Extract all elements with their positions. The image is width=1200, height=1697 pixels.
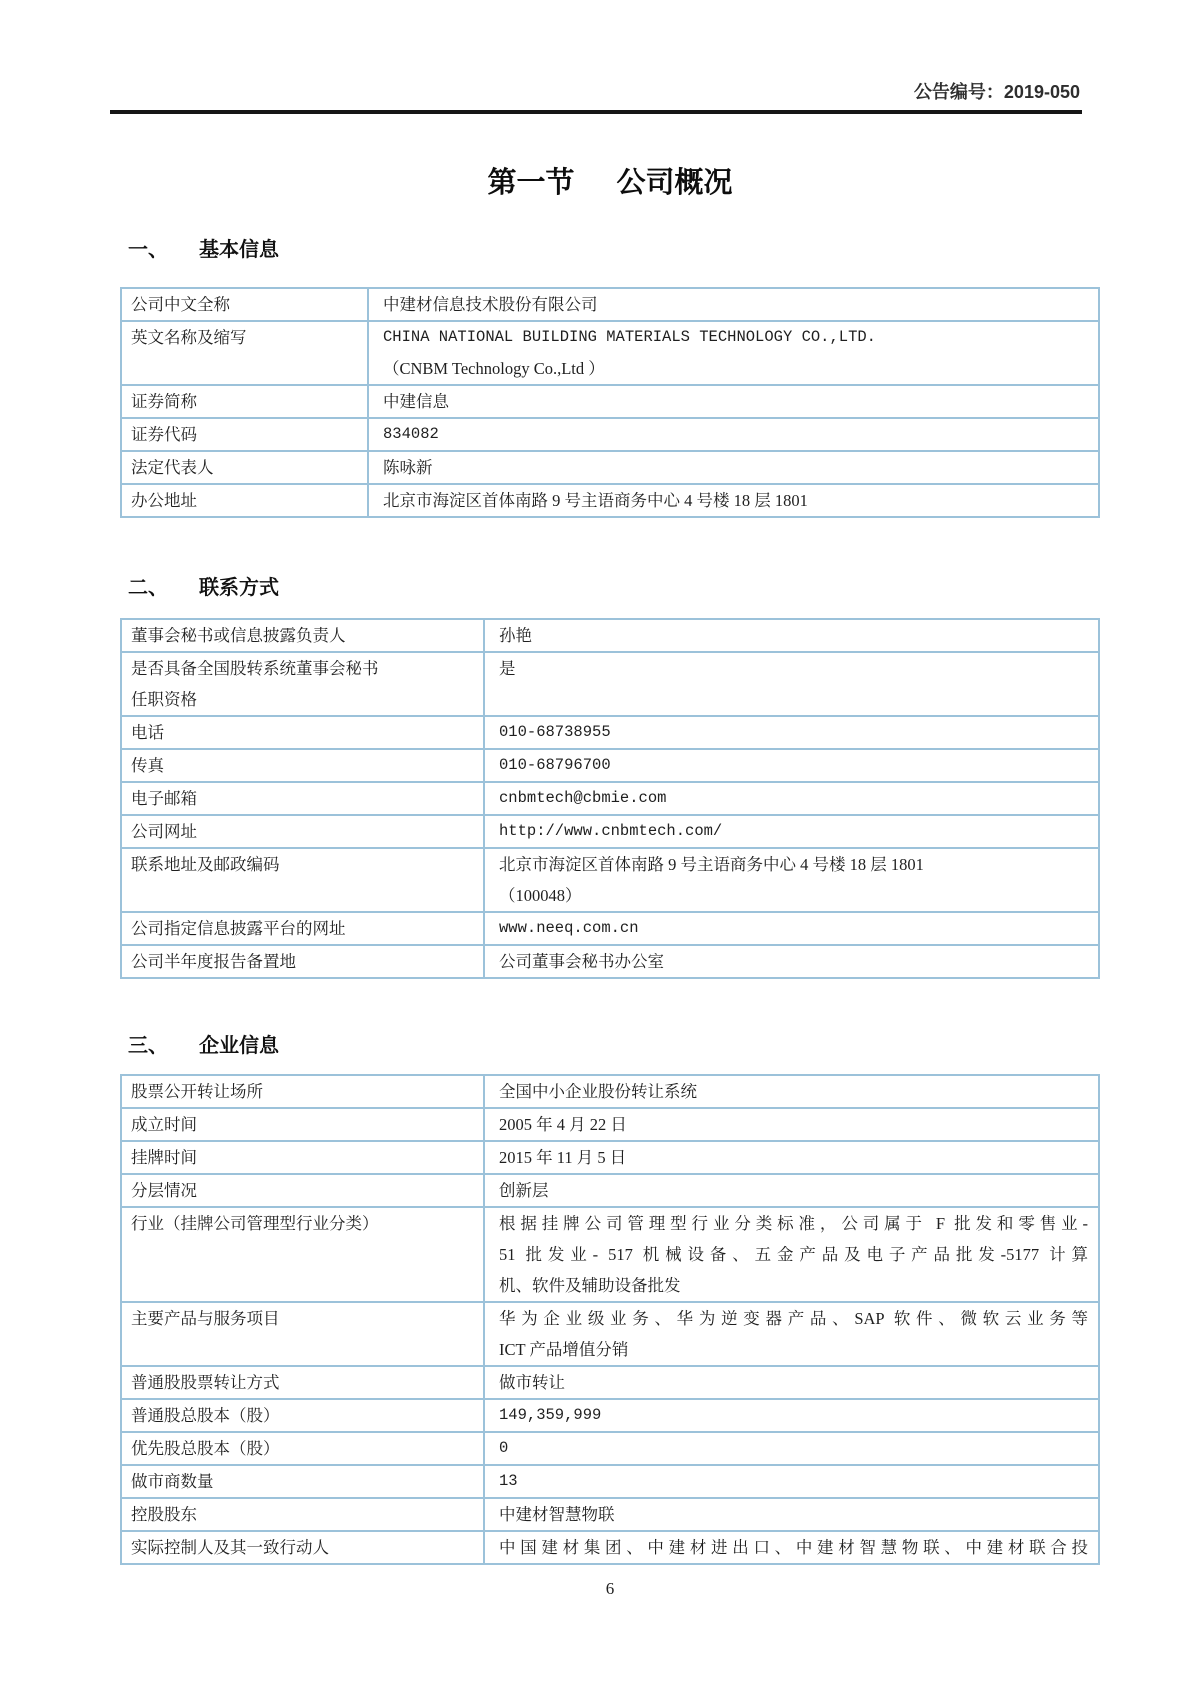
row-value	[484, 1302, 1099, 1366]
cell-line: 普通股总股本（股）	[131, 1406, 280, 1425]
cell-line: 149,359,999	[499, 1406, 602, 1424]
cell-line: 北京市海淀区首体南路 9 号主语商务中心 4 号楼 18 层 1801	[383, 491, 808, 510]
cell-line: 分层情况	[131, 1181, 197, 1200]
row-label	[121, 749, 484, 782]
table-row	[121, 321, 1099, 385]
row-label	[121, 1141, 484, 1174]
row-label	[121, 1432, 484, 1465]
cell-line: 办公地址	[131, 491, 197, 510]
row-value	[484, 1498, 1099, 1531]
table-row	[121, 782, 1099, 815]
cell-line: 普通股股票转让方式	[131, 1373, 280, 1392]
cell-line: 优先股总股本（股）	[131, 1439, 280, 1458]
cell-line: 电话	[131, 723, 164, 742]
cell-line: 公司董事会秘书办公室	[499, 952, 664, 971]
cell-line: 公司指定信息披露平台的网址	[131, 919, 346, 938]
cell-line: 2015 年 11 月 5 日	[499, 1148, 627, 1167]
row-value	[484, 652, 1099, 716]
section-heading	[128, 238, 1100, 262]
cell-line: 2005 年 4 月 22 日	[499, 1115, 627, 1134]
cell-line: 联系地址及邮政编码	[131, 855, 280, 874]
section-enterprise-info	[120, 1034, 1100, 1565]
row-label	[121, 912, 484, 945]
row-label	[121, 1174, 484, 1207]
row-value	[368, 321, 1099, 385]
cell-line: 北京市海淀区首体南路 9 号主语商务中心 4 号楼 18 层 1801	[499, 855, 924, 874]
cell-line: 010-68796700	[499, 756, 611, 774]
cell-line: www.neeq.com.cn	[499, 919, 639, 937]
row-value	[484, 1207, 1099, 1302]
cell-line: 证券简称	[131, 392, 197, 411]
cell-line: http://www.cnbmtech.com/	[499, 822, 723, 840]
title-part-number: 第一节	[487, 167, 575, 199]
cell-line: 控股股东	[131, 1505, 197, 1524]
cell-line: 是否具备全国股转系统董事会秘书	[131, 659, 379, 678]
table-row	[121, 288, 1099, 321]
cell-line: 挂牌时间	[131, 1148, 197, 1167]
cell-line: 834082	[383, 425, 439, 443]
row-value	[484, 1075, 1099, 1108]
row-label	[121, 945, 484, 978]
section-heading-label: 联系方式	[199, 577, 279, 599]
cell-line: 全国中小企业股份转让系统	[499, 1082, 697, 1101]
table-row	[121, 848, 1099, 912]
row-label	[121, 1366, 484, 1399]
section-index: 三、	[128, 1035, 168, 1057]
table-row	[121, 484, 1099, 517]
row-value	[368, 385, 1099, 418]
cell-line: 电子邮箱	[131, 789, 197, 808]
cell-line: 是	[499, 659, 516, 678]
cell-line: 任职资格	[131, 690, 197, 709]
cell-line: 法定代表人	[131, 458, 214, 477]
contact-info-table	[120, 618, 1100, 979]
table-row	[121, 1498, 1099, 1531]
cell-line: 中国建材集团、中建材进出口、中建材智慧物联、中建材联合投	[499, 1538, 1088, 1557]
cell-line: ICT 产品增值分销	[499, 1340, 629, 1359]
row-value	[484, 619, 1099, 652]
row-label	[121, 484, 368, 517]
cell-line: 51 批发业- 517 机械设备、五金产品及电子产品批发-5177 计算	[499, 1245, 1088, 1264]
section-heading	[128, 576, 1100, 600]
table-row	[121, 1174, 1099, 1207]
table-row	[121, 1075, 1099, 1108]
row-label	[121, 288, 368, 321]
table-row	[121, 912, 1099, 945]
cell-line: cnbmtech@cbmie.com	[499, 789, 667, 807]
section-heading	[128, 1034, 1100, 1058]
cell-line: 成立时间	[131, 1115, 197, 1134]
table-row	[121, 1465, 1099, 1498]
table-row	[121, 1366, 1099, 1399]
section-heading-label: 基本信息	[199, 239, 279, 261]
cell-line: 行业（挂牌公司管理型行业分类）	[131, 1214, 379, 1233]
row-label	[121, 619, 484, 652]
cell-line: 做市转让	[499, 1373, 565, 1392]
row-label	[121, 815, 484, 848]
basic-info-table	[120, 287, 1100, 518]
cell-line: CHINA NATIONAL BUILDING MATERIALS TECHNOLOGY CO.,LTD.	[383, 328, 876, 346]
row-label	[121, 451, 368, 484]
cell-line: 中建信息	[383, 392, 449, 411]
row-label	[121, 1531, 484, 1564]
cell-line: 股票公开转让场所	[131, 1082, 263, 1101]
row-value	[484, 1174, 1099, 1207]
cell-line: 中建材智慧物联	[499, 1505, 615, 1524]
header-rule	[110, 110, 1082, 114]
cell-line: 机、软件及辅助设备批发	[499, 1276, 681, 1295]
section-heading-label: 企业信息	[199, 1035, 279, 1057]
table-row	[121, 815, 1099, 848]
row-value	[484, 815, 1099, 848]
cell-line: 0	[499, 1439, 509, 1457]
section-contact-info	[120, 576, 1100, 979]
row-label	[121, 1399, 484, 1432]
row-label	[121, 652, 484, 716]
row-label	[121, 1075, 484, 1108]
title-text: 公司概况	[616, 167, 733, 199]
table-row	[121, 451, 1099, 484]
page-content	[0, 166, 1200, 1599]
row-value	[484, 1108, 1099, 1141]
section-index: 一、	[128, 239, 168, 261]
row-value	[484, 945, 1099, 978]
row-value	[484, 848, 1099, 912]
row-label	[121, 1207, 484, 1302]
enterprise-info-table	[120, 1074, 1100, 1565]
cell-line: 证券代码	[131, 425, 197, 444]
cell-line: 主要产品与服务项目	[131, 1309, 280, 1328]
row-label	[121, 1302, 484, 1366]
row-label	[121, 782, 484, 815]
row-label	[121, 848, 484, 912]
cell-line: 13	[499, 1472, 518, 1490]
cell-line: 英文名称及缩写	[131, 328, 247, 347]
cell-line: （CNBM Technology Co.,Ltd ）	[383, 359, 605, 378]
row-value	[484, 1432, 1099, 1465]
row-value	[484, 912, 1099, 945]
cell-line: （100048）	[499, 886, 582, 905]
table-row	[121, 1207, 1099, 1302]
cell-line: 中建材信息技术股份有限公司	[383, 295, 598, 314]
row-label	[121, 321, 368, 385]
row-value	[484, 716, 1099, 749]
table-row	[121, 1399, 1099, 1432]
row-value	[484, 1399, 1099, 1432]
page-title	[120, 166, 1100, 200]
table-row	[121, 945, 1099, 978]
section-basic-info	[120, 238, 1100, 518]
cell-line: 创新层	[499, 1181, 549, 1200]
row-label	[121, 1108, 484, 1141]
cell-line: 董事会秘书或信息披露负责人	[131, 626, 346, 645]
cell-line: 做市商数量	[131, 1472, 214, 1491]
row-value	[484, 1141, 1099, 1174]
row-value	[368, 418, 1099, 451]
row-label	[121, 1498, 484, 1531]
table-row	[121, 716, 1099, 749]
table-row	[121, 1141, 1099, 1174]
table-row	[121, 385, 1099, 418]
cell-line: 公司网址	[131, 822, 197, 841]
row-label	[121, 1465, 484, 1498]
table-row	[121, 1432, 1099, 1465]
announcement-number: 公告编号：2019-050	[913, 82, 1080, 102]
cell-line: 华为企业级业务、华为逆变器产品、SAP 软件、微软云业务等	[499, 1309, 1088, 1328]
table-row	[121, 1302, 1099, 1366]
table-row	[121, 1531, 1099, 1564]
row-value	[484, 1366, 1099, 1399]
row-value	[368, 451, 1099, 484]
row-label	[121, 418, 368, 451]
table-row	[121, 1108, 1099, 1141]
section-index: 二、	[128, 577, 168, 599]
table-row	[121, 749, 1099, 782]
cell-line: 实际控制人及其一致行动人	[131, 1538, 329, 1557]
page-number: 6	[605, 1579, 615, 1598]
cell-line: 根据挂牌公司管理型行业分类标准，公司属于 F 批发和零售业-	[499, 1214, 1088, 1233]
table-row	[121, 619, 1099, 652]
row-label	[121, 385, 368, 418]
row-value	[484, 749, 1099, 782]
row-value	[368, 288, 1099, 321]
cell-line: 传真	[131, 756, 164, 775]
cell-line: 010-68738955	[499, 723, 611, 741]
cell-line: 陈咏新	[383, 458, 433, 477]
row-value	[484, 782, 1099, 815]
table-row	[121, 418, 1099, 451]
table-row	[121, 652, 1099, 716]
row-value	[484, 1465, 1099, 1498]
cell-line: 公司中文全称	[131, 295, 230, 314]
cell-line: 孙艳	[499, 626, 532, 645]
row-value	[484, 1531, 1099, 1564]
row-label	[121, 716, 484, 749]
cell-line: 公司半年度报告备置地	[131, 952, 296, 971]
row-value	[368, 484, 1099, 517]
